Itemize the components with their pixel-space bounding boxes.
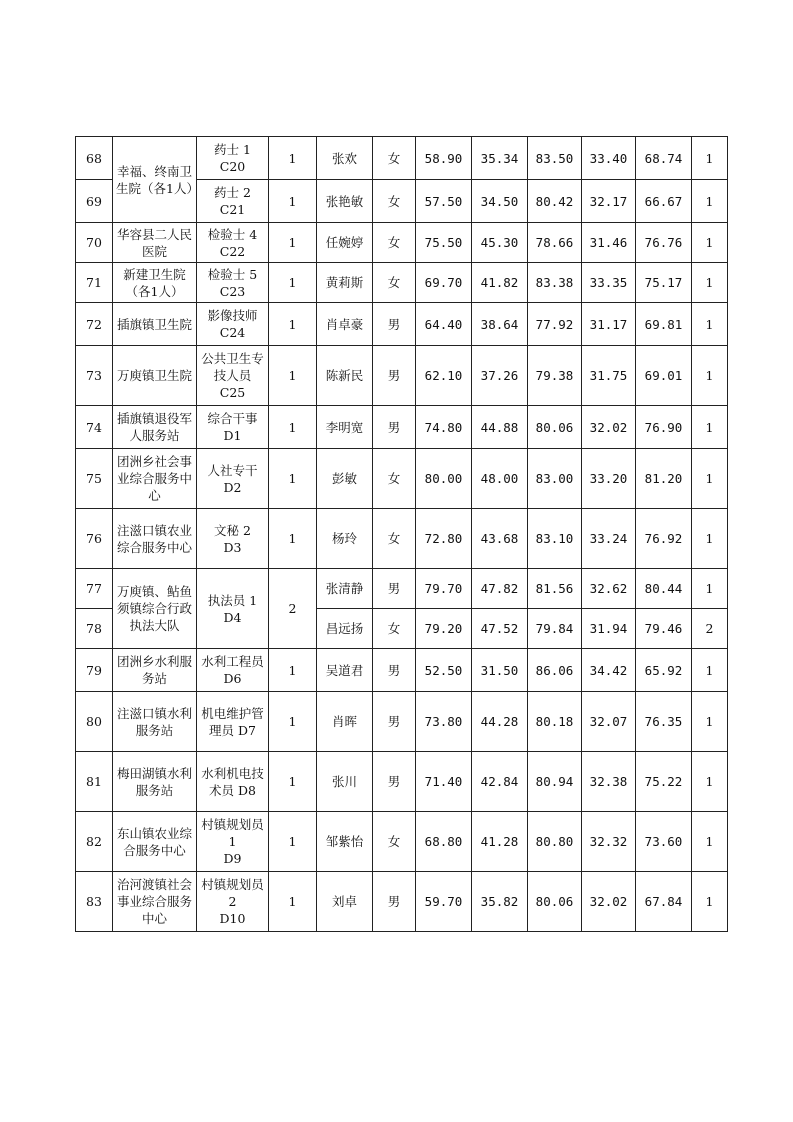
total-score-cell: 68.74 (636, 137, 692, 180)
written-weighted-cell: 41.82 (472, 263, 528, 303)
written-score-cell: 80.00 (416, 449, 472, 509)
row-index: 70 (76, 223, 113, 263)
candidate-name-cell: 吴道君 (317, 649, 373, 692)
rank-cell: 1 (692, 649, 728, 692)
total-score-cell: 73.60 (636, 812, 692, 872)
candidate-name-cell: 肖卓豪 (317, 303, 373, 346)
table-row (76, 649, 728, 692)
written-score-cell: 58.90 (416, 137, 472, 180)
position-cell: 村镇规划员 2 D10 (197, 872, 269, 932)
table-row (76, 752, 728, 812)
written-weighted-cell: 47.52 (472, 609, 528, 649)
table-row (76, 223, 728, 263)
rank-cell: 1 (692, 137, 728, 180)
unit-cell: 注滋口镇水利服务站 (113, 692, 197, 752)
gender-cell: 女 (373, 137, 416, 180)
gender-cell: 男 (373, 569, 416, 609)
interview-score-cell: 77.92 (528, 303, 582, 346)
gender-cell: 女 (373, 263, 416, 303)
total-score-cell: 75.17 (636, 263, 692, 303)
written-weighted-cell: 45.30 (472, 223, 528, 263)
rank-cell: 1 (692, 692, 728, 752)
total-score-cell: 76.76 (636, 223, 692, 263)
quota-cell: 1 (269, 649, 317, 692)
quota-cell: 1 (269, 872, 317, 932)
total-score-cell: 65.92 (636, 649, 692, 692)
candidate-name-cell: 黄莉斯 (317, 263, 373, 303)
results-table (75, 136, 728, 932)
gender-cell: 男 (373, 692, 416, 752)
unit-cell: 治河渡镇社会事业综合服务中心 (113, 872, 197, 932)
position-cell: 村镇规划员 1 D9 (197, 812, 269, 872)
quota-cell: 1 (269, 180, 317, 223)
gender-cell: 女 (373, 812, 416, 872)
written-score-cell: 68.80 (416, 812, 472, 872)
unit-cell: 新建卫生院（各1人） (113, 263, 197, 303)
candidate-name-cell: 昌远扬 (317, 609, 373, 649)
row-index: 76 (76, 509, 113, 569)
gender-cell: 男 (373, 872, 416, 932)
written-score-cell: 59.70 (416, 872, 472, 932)
interview-weighted-cell: 32.02 (582, 406, 636, 449)
gender-cell: 女 (373, 449, 416, 509)
row-index: 72 (76, 303, 113, 346)
rank-cell: 1 (692, 752, 728, 812)
interview-weighted-cell: 33.20 (582, 449, 636, 509)
unit-cell: 万庾镇、鲇鱼须镇综合行政执法大队 (113, 569, 197, 649)
rank-cell: 1 (692, 223, 728, 263)
table-row (76, 509, 728, 569)
rank-cell: 1 (692, 406, 728, 449)
row-index: 74 (76, 406, 113, 449)
candidate-name-cell: 张川 (317, 752, 373, 812)
written-weighted-cell: 42.84 (472, 752, 528, 812)
rank-cell: 1 (692, 872, 728, 932)
interview-score-cell: 79.84 (528, 609, 582, 649)
interview-weighted-cell: 32.17 (582, 180, 636, 223)
row-index: 82 (76, 812, 113, 872)
position-cell: 综合干事 D1 (197, 406, 269, 449)
written-weighted-cell: 43.68 (472, 509, 528, 569)
gender-cell: 女 (373, 609, 416, 649)
quota-cell: 1 (269, 406, 317, 449)
interview-weighted-cell: 33.24 (582, 509, 636, 569)
row-index: 78 (76, 609, 113, 649)
candidate-name-cell: 邹紫怡 (317, 812, 373, 872)
table-row (76, 569, 728, 609)
quota-cell: 1 (269, 509, 317, 569)
position-cell: 药士 2 C21 (197, 180, 269, 223)
written-weighted-cell: 41.28 (472, 812, 528, 872)
interview-weighted-cell: 31.17 (582, 303, 636, 346)
quota-cell: 1 (269, 812, 317, 872)
unit-cell: 团洲乡水利服务站 (113, 649, 197, 692)
table-row (76, 812, 728, 872)
interview-score-cell: 81.56 (528, 569, 582, 609)
total-score-cell: 76.90 (636, 406, 692, 449)
row-index: 71 (76, 263, 113, 303)
candidate-name-cell: 张欢 (317, 137, 373, 180)
interview-weighted-cell: 34.42 (582, 649, 636, 692)
unit-cell: 华容县二人民医院 (113, 223, 197, 263)
rank-cell: 1 (692, 812, 728, 872)
interview-weighted-cell: 31.75 (582, 346, 636, 406)
gender-cell: 男 (373, 346, 416, 406)
position-cell: 执法员 1 D4 (197, 569, 269, 649)
quota-cell: 1 (269, 692, 317, 752)
written-weighted-cell: 35.34 (472, 137, 528, 180)
row-index: 75 (76, 449, 113, 509)
total-score-cell: 76.92 (636, 509, 692, 569)
total-score-cell: 69.01 (636, 346, 692, 406)
rank-cell: 1 (692, 509, 728, 569)
unit-cell: 东山镇农业综合服务中心 (113, 812, 197, 872)
total-score-cell: 69.81 (636, 303, 692, 346)
unit-cell: 梅田湖镇水利服务站 (113, 752, 197, 812)
total-score-cell: 81.20 (636, 449, 692, 509)
written-score-cell: 79.20 (416, 609, 472, 649)
position-cell: 文秘 2 D3 (197, 509, 269, 569)
interview-score-cell: 83.50 (528, 137, 582, 180)
gender-cell: 男 (373, 303, 416, 346)
interview-score-cell: 80.06 (528, 406, 582, 449)
written-score-cell: 69.70 (416, 263, 472, 303)
written-weighted-cell: 37.26 (472, 346, 528, 406)
table-row (76, 872, 728, 932)
interview-score-cell: 83.00 (528, 449, 582, 509)
position-cell: 人社专干 D2 (197, 449, 269, 509)
position-cell: 水利工程员 D6 (197, 649, 269, 692)
position-cell: 水利机电技术员 D8 (197, 752, 269, 812)
rank-cell: 1 (692, 303, 728, 346)
candidate-name-cell: 杨玲 (317, 509, 373, 569)
position-cell: 机电维护管理员 D7 (197, 692, 269, 752)
candidate-name-cell: 彭敏 (317, 449, 373, 509)
interview-weighted-cell: 32.07 (582, 692, 636, 752)
gender-cell: 女 (373, 223, 416, 263)
interview-weighted-cell: 32.32 (582, 812, 636, 872)
written-score-cell: 62.10 (416, 346, 472, 406)
gender-cell: 男 (373, 649, 416, 692)
rank-cell: 1 (692, 569, 728, 609)
rank-cell: 1 (692, 449, 728, 509)
total-score-cell: 80.44 (636, 569, 692, 609)
quota-cell: 1 (269, 263, 317, 303)
written-weighted-cell: 44.28 (472, 692, 528, 752)
candidate-name-cell: 肖晖 (317, 692, 373, 752)
interview-weighted-cell: 32.62 (582, 569, 636, 609)
written-score-cell: 79.70 (416, 569, 472, 609)
interview-weighted-cell: 33.35 (582, 263, 636, 303)
unit-cell: 注滋口镇农业综合服务中心 (113, 509, 197, 569)
gender-cell: 女 (373, 180, 416, 223)
unit-cell: 插旗镇卫生院 (113, 303, 197, 346)
total-score-cell: 66.67 (636, 180, 692, 223)
total-score-cell: 76.35 (636, 692, 692, 752)
quota-cell: 1 (269, 303, 317, 346)
row-index: 77 (76, 569, 113, 609)
written-score-cell: 72.80 (416, 509, 472, 569)
written-score-cell: 64.40 (416, 303, 472, 346)
quota-cell: 1 (269, 137, 317, 180)
candidate-name-cell: 刘卓 (317, 872, 373, 932)
candidate-name-cell: 李明宽 (317, 406, 373, 449)
interview-weighted-cell: 33.40 (582, 137, 636, 180)
interview-score-cell: 83.10 (528, 509, 582, 569)
written-weighted-cell: 44.88 (472, 406, 528, 449)
table-row (76, 346, 728, 406)
candidate-name-cell: 张清静 (317, 569, 373, 609)
total-score-cell: 75.22 (636, 752, 692, 812)
interview-weighted-cell: 32.38 (582, 752, 636, 812)
row-index: 69 (76, 180, 113, 223)
written-score-cell: 52.50 (416, 649, 472, 692)
candidate-name-cell: 陈新民 (317, 346, 373, 406)
interview-score-cell: 78.66 (528, 223, 582, 263)
gender-cell: 女 (373, 509, 416, 569)
rank-cell: 2 (692, 609, 728, 649)
rank-cell: 1 (692, 180, 728, 223)
candidate-name-cell: 任婉婷 (317, 223, 373, 263)
interview-score-cell: 80.06 (528, 872, 582, 932)
written-score-cell: 73.80 (416, 692, 472, 752)
interview-score-cell: 80.42 (528, 180, 582, 223)
written-score-cell: 57.50 (416, 180, 472, 223)
quota-cell: 1 (269, 223, 317, 263)
position-cell: 影像技师 C24 (197, 303, 269, 346)
quota-cell: 1 (269, 346, 317, 406)
quota-cell: 1 (269, 752, 317, 812)
interview-score-cell: 86.06 (528, 649, 582, 692)
interview-weighted-cell: 31.94 (582, 609, 636, 649)
written-weighted-cell: 38.64 (472, 303, 528, 346)
written-score-cell: 71.40 (416, 752, 472, 812)
rank-cell: 1 (692, 263, 728, 303)
interview-score-cell: 80.94 (528, 752, 582, 812)
interview-weighted-cell: 31.46 (582, 223, 636, 263)
unit-cell: 幸福、终南卫生院（各1人） (113, 137, 197, 223)
position-cell: 检验士 5 C23 (197, 263, 269, 303)
table-row (76, 406, 728, 449)
position-cell: 检验士 4 C22 (197, 223, 269, 263)
row-index: 81 (76, 752, 113, 812)
unit-cell: 团洲乡社会事业综合服务中心 (113, 449, 197, 509)
written-score-cell: 75.50 (416, 223, 472, 263)
interview-score-cell: 80.80 (528, 812, 582, 872)
written-weighted-cell: 48.00 (472, 449, 528, 509)
quota-cell: 2 (269, 569, 317, 649)
gender-cell: 男 (373, 752, 416, 812)
written-weighted-cell: 34.50 (472, 180, 528, 223)
total-score-cell: 67.84 (636, 872, 692, 932)
gender-cell: 男 (373, 406, 416, 449)
row-index: 68 (76, 137, 113, 180)
row-index: 73 (76, 346, 113, 406)
interview-score-cell: 79.38 (528, 346, 582, 406)
position-cell: 公共卫生专技人员 C25 (197, 346, 269, 406)
table-row (76, 303, 728, 346)
quota-cell: 1 (269, 449, 317, 509)
unit-cell: 万庾镇卫生院 (113, 346, 197, 406)
total-score-cell: 79.46 (636, 609, 692, 649)
unit-cell: 插旗镇退役军人服务站 (113, 406, 197, 449)
row-index: 80 (76, 692, 113, 752)
rank-cell: 1 (692, 346, 728, 406)
position-cell: 药士 1 C20 (197, 137, 269, 180)
written-weighted-cell: 31.50 (472, 649, 528, 692)
interview-score-cell: 80.18 (528, 692, 582, 752)
written-weighted-cell: 35.82 (472, 872, 528, 932)
table-row (76, 137, 728, 180)
interview-weighted-cell: 32.02 (582, 872, 636, 932)
candidate-name-cell: 张艳敏 (317, 180, 373, 223)
table-row (76, 449, 728, 509)
written-weighted-cell: 47.82 (472, 569, 528, 609)
table-row (76, 692, 728, 752)
written-score-cell: 74.80 (416, 406, 472, 449)
row-index: 83 (76, 872, 113, 932)
table-row (76, 263, 728, 303)
row-index: 79 (76, 649, 113, 692)
interview-score-cell: 83.38 (528, 263, 582, 303)
